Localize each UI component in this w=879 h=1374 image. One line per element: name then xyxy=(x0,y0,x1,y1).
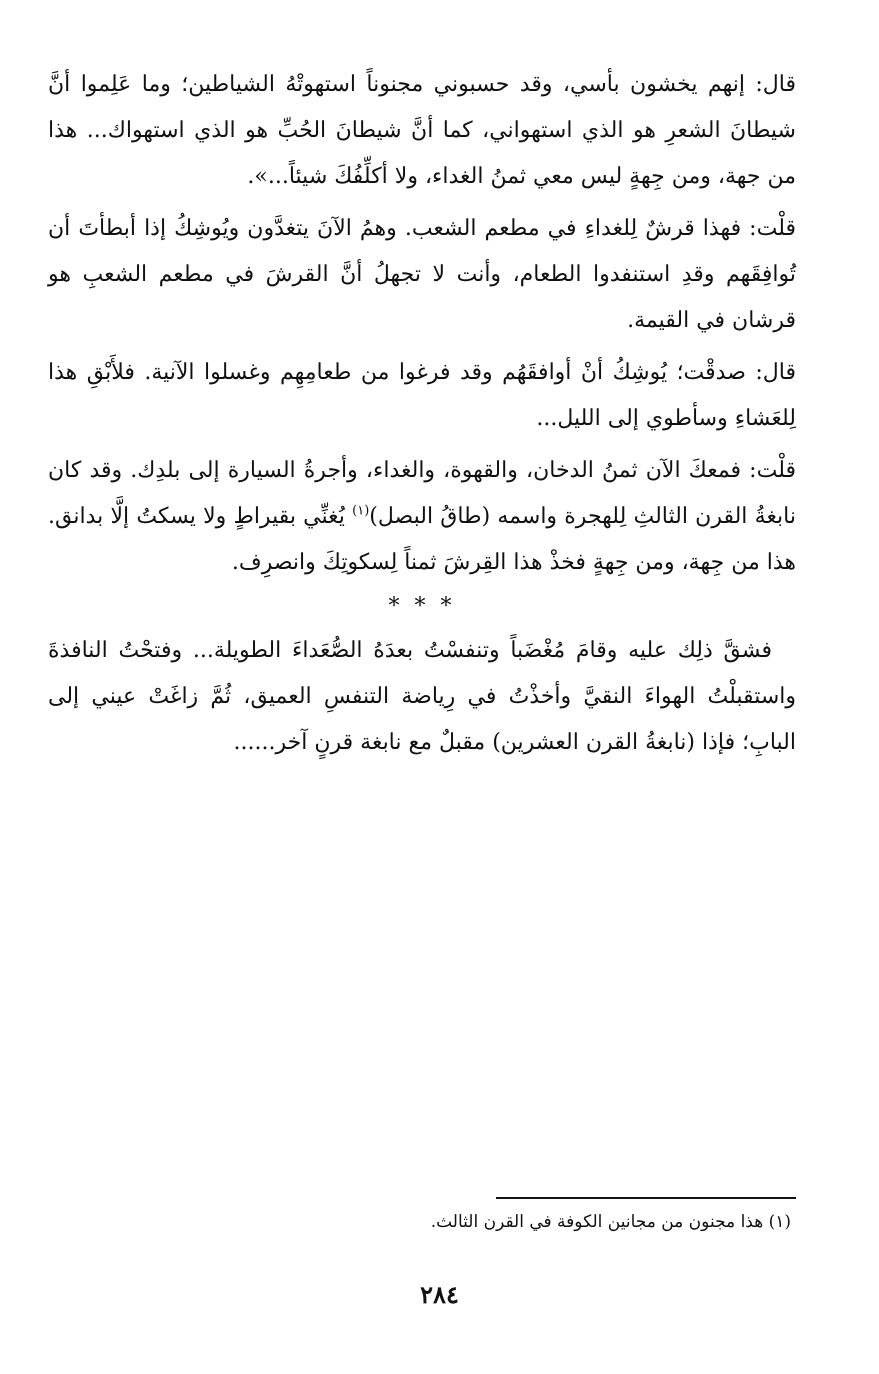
paragraph-4 xyxy=(48,448,796,586)
page-number: ٢٨٤ xyxy=(420,1280,459,1309)
footnote-divider xyxy=(496,1197,796,1199)
paragraph-3: قال: صدقْت؛ يُوشِكُ أنْ أوافقَهُم وقد فرغوا من طعامِهِم وغسلوا الآنية. فلأَبْقِ هذا لِلعَشاءِ وسأطوي إلى الليل... xyxy=(48,360,796,431)
paragraph-1: قال: إنهم يخشون بأسي، وقد حسبوني مجنوناً استهوتْهُ الشياطين؛ وما عَلِموا أنَّ شيطانَ الشعرِ هو الذي استهواني، كما أنَّ شيطانَ الحُبِّ هو الذي استهواك... هذا من جهة، ومن جِهةٍ ليس معي ثمنُ الغداء، ولا أكلِّفُكَ شيئاً...». xyxy=(48,72,796,189)
paragraph-4-part-2: يُغنِّي بقيراطٍ ولا يسكتُ إلَّا بدانق. هذا من جِهة، ومن جِهةٍ فخذْ هذا القِرشَ ثمناً لِسكوتِكَ وانصرِف. xyxy=(48,504,796,575)
footnote-marker: (١) xyxy=(352,503,370,519)
paragraph-4-part-1: قلْت: فمعكَ الآن ثمنُ الدخان، والقهوة، والغداء، وأجرةُ السيارة إلى بلدِك. وقد كان نابغةُ القرن الثالثِ لِلهجرة واسمه (طاقُ البصل) xyxy=(48,458,797,529)
footnote: (١) هذا مجنون من مجانين الكوفة في القرن الثالث. xyxy=(430,1212,791,1232)
paragraph-2: قلْت: فهذا قرشٌ لِلغداءِ في مطعم الشعب. وهمُ الآنَ يتغدَّون ويُوشِكُ إذا أبطأتَ أن تُوافِقَهم وقدِ استنفدوا الطعام، وأنت لا تجهلُ أنَّ القرشَ في مطعم الشعبِ هو قرشان في القيمة. xyxy=(48,216,796,333)
section-separator: * * * xyxy=(388,594,456,619)
closing-paragraph: فشقَّ ذلِك عليه وقامَ مُغْضَباً وتنفسْتُ بعدَهُ الصُّعَداءَ الطويلة... وفتحْتُ النافذةَ واستقبلْتُ الهواءَ النقيَّ وأخذْتُ في رِياضة التنفسِ العميق، ثُمَّ زاغَتْ عيني إلى البابِ؛ فإذا (نابغةُ القرن العشرين) مقبلٌ مع نابغة قرنٍ آخر...... xyxy=(48,638,796,755)
main-text xyxy=(48,62,796,772)
